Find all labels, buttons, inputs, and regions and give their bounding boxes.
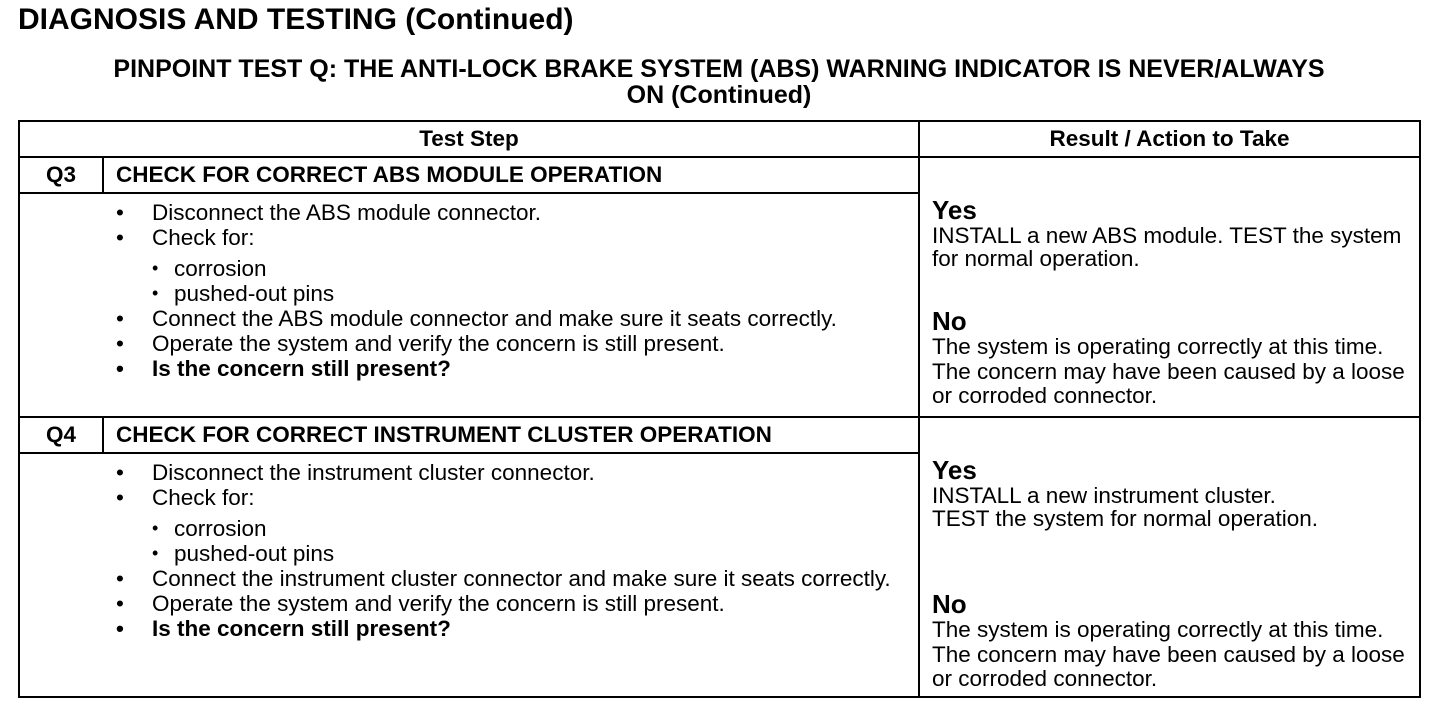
result-yes-block xyxy=(932,456,1411,530)
result-yes-text: INSTALL a new ABS module. TEST the system for normal operation. xyxy=(932,223,1402,271)
bullet-icon: • xyxy=(116,306,124,331)
list-item: • Check for: • corrosion • pushed-out pins xyxy=(20,485,908,566)
list-item: • Check for: • corrosion • pushed-out pins xyxy=(20,225,908,306)
page-title: DIAGNOSIS AND TESTING (Continued) xyxy=(18,3,574,36)
step-id: Q3 xyxy=(19,157,103,193)
sub-list-item: • corrosion xyxy=(152,516,267,541)
bullet-icon: • xyxy=(152,518,159,538)
bullet-icon: • xyxy=(116,331,124,356)
header-test-step: Test Step xyxy=(19,121,919,157)
sub-list xyxy=(150,256,908,306)
bullet-icon: • xyxy=(152,543,159,563)
step-title: CHECK FOR CORRECT ABS MODULE OPERATION xyxy=(103,157,919,193)
result-no-block xyxy=(932,590,1411,692)
sub-list-item: • pushed-out pins xyxy=(152,541,335,566)
result-yes-label: Yes xyxy=(932,195,977,225)
bullet-icon: • xyxy=(116,485,124,510)
bullet-icon: • xyxy=(152,283,159,303)
bullet-icon: • xyxy=(116,616,124,641)
result-no-text: The system is operating correctly at this time. The concern may have been caused by a loose or corroded connector. xyxy=(932,334,1405,408)
step-title: CHECK FOR CORRECT INSTRUMENT CLUSTER OPERATION xyxy=(103,417,919,453)
bullet-icon: • xyxy=(116,460,124,485)
list-item: • Disconnect the instrument cluster connector. xyxy=(116,460,595,485)
result-no-label: No xyxy=(932,306,967,336)
result-no-text: The system is operating correctly at this time. The concern may have been caused by a loose or corroded connector. xyxy=(932,617,1405,691)
step-list xyxy=(20,200,908,381)
list-item: • Operate the system and verify the concern is still present. xyxy=(116,331,725,356)
sub-list-item: • corrosion xyxy=(152,256,267,281)
result-yes-text-line1: INSTALL a new instrument cluster. xyxy=(932,483,1276,508)
step-id: Q4 xyxy=(19,417,103,453)
bullet-icon: • xyxy=(116,566,124,591)
step-row-q3-title xyxy=(19,157,1420,193)
step-body-q4 xyxy=(19,453,919,697)
list-item: • Connect the ABS module connector and make sure it seats correctly. xyxy=(116,306,837,331)
step-list xyxy=(20,460,908,641)
step-body-q3 xyxy=(19,193,919,417)
pinpoint-test-title-line1: PINPOINT TEST Q: THE ANTI-LOCK BRAKE SYSTEM (ABS) WARNING INDICATOR IS NEVER/ALWAYS xyxy=(113,55,1325,83)
bullet-icon: • xyxy=(152,258,159,278)
list-item: • Disconnect the ABS module connector. xyxy=(116,200,541,225)
bullet-icon: • xyxy=(116,225,124,250)
list-item: • Is the concern still present? xyxy=(116,356,451,381)
step-row-q4-title xyxy=(19,417,1420,453)
table-header-row xyxy=(19,121,1420,157)
pinpoint-test-title-line2: ON (Continued) xyxy=(626,81,812,109)
result-yes-block xyxy=(932,196,1411,270)
bullet-icon: • xyxy=(116,200,124,225)
result-cell-q4 xyxy=(919,417,1420,697)
bullet-icon: • xyxy=(116,591,124,616)
result-cell-q3 xyxy=(919,157,1420,417)
list-item: • Connect the instrument cluster connector and make sure it seats correctly. xyxy=(116,566,891,591)
header-result-action: Result / Action to Take xyxy=(919,121,1420,157)
result-yes-text-line2: TEST the system for normal operation. xyxy=(932,506,1319,531)
sub-list-item: • pushed-out pins xyxy=(152,281,335,306)
list-item: • Operate the system and verify the concern is still present. xyxy=(116,591,725,616)
pinpoint-test-title xyxy=(18,56,1420,108)
pinpoint-test-table xyxy=(18,120,1421,698)
sub-list xyxy=(150,516,908,566)
result-yes-label: Yes xyxy=(932,455,977,485)
result-no-label: No xyxy=(932,589,967,619)
bullet-icon: • xyxy=(116,356,124,381)
result-no-block xyxy=(932,307,1411,409)
list-item: • Is the concern still present? xyxy=(116,616,451,641)
